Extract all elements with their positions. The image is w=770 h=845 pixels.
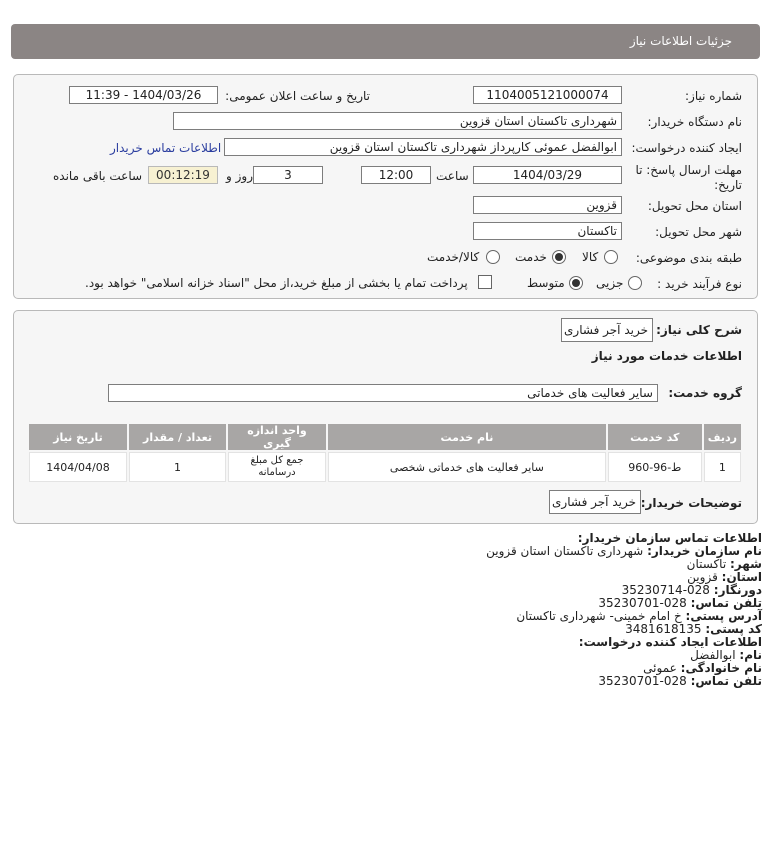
process-radio-minor[interactable] [628, 276, 642, 290]
creator-label: ایجاد کننده درخواست: [631, 141, 742, 155]
contact-title: اطلاعات تماس سازمان خریدار: [577, 531, 762, 545]
contact-org: شهرداری تاکستان استان قزوین [486, 544, 644, 558]
details-panel [13, 74, 758, 299]
remaining-time-field: 00:12:19 [148, 166, 218, 184]
creator-phone: 028-35230701 [598, 674, 687, 688]
contact-province-label: استان: [721, 570, 762, 584]
remaining-label: ساعت باقی مانده [53, 169, 143, 183]
process-radio-medium[interactable] [569, 276, 583, 290]
province-field: قزوین [473, 196, 622, 214]
contact-fax: 028-35230714 [621, 583, 710, 597]
general-desc-label: شرح کلی نیاز: [656, 323, 742, 337]
services-table [27, 422, 743, 484]
days-field: 3 [253, 166, 323, 184]
buyer-notes-label: توضیحات خریدار: [640, 496, 742, 510]
buyer-org-field: شهرداری تاکستان استان قزوین [173, 112, 622, 130]
service-group-field: سایر فعالیت های خدماتی [108, 384, 658, 402]
col-service-code: کد خدمت [608, 424, 702, 450]
contact-section [12, 532, 762, 688]
services-info-title: اطلاعات خدمات مورد نیاز [591, 349, 742, 363]
service-group-label: گروه خدمت: [668, 386, 742, 400]
buyer-notes-field: خرید آجر فشاری [549, 490, 641, 514]
creator-field: ابوالفضل عموئی کارپرداز شهرداری تاکستان استان قزوین [224, 138, 622, 156]
treasury-payment-checkbox[interactable] [478, 275, 492, 289]
payment-note: پرداخت تمام یا بخشی از مبلغ خرید،از محل "اسناد خزانه اسلامی" خواهد بود. [85, 276, 468, 290]
col-quantity: تعداد / مقدار [129, 424, 226, 450]
process-option-medium: متوسط [527, 276, 565, 290]
need-number-label: شماره نیاز: [685, 89, 742, 103]
contact-postal: 3481618135 [625, 622, 702, 636]
contact-province: قزوین [687, 570, 718, 584]
cell-service-name: سایر فعالیت های خدماتی شخصی [328, 452, 606, 482]
contact-fax-label: دورنگار: [713, 583, 762, 597]
col-row-number: ردیف [704, 424, 741, 450]
province-label: استان محل تحویل: [647, 199, 742, 213]
contact-phone-label: تلفن تماس: [690, 596, 762, 610]
category-option-goods: کالا [582, 250, 599, 264]
announce-label: تاریخ و ساعت اعلان عمومی: [225, 89, 370, 103]
creator-name: ابوالفضل [690, 648, 736, 662]
creator-family: عموئی [643, 661, 677, 675]
col-service-name: نام خدمت [328, 424, 606, 450]
summary-panel [13, 310, 758, 524]
page-header [11, 24, 760, 59]
buyer-org-label: نام دستگاه خریدار: [647, 115, 742, 129]
cell-quantity: 1 [129, 452, 226, 482]
days-label: روز و [226, 169, 253, 183]
creator-name-label: نام: [739, 648, 762, 662]
category-radio-service[interactable] [552, 250, 566, 264]
hour-label: ساعت [436, 169, 469, 183]
category-option-goods-service: کالا/خدمت [427, 250, 480, 264]
contact-city: تاکستان [686, 557, 727, 571]
category-label: طبقه بندی موضوعی: [635, 251, 742, 265]
contact-city-label: شهر: [730, 557, 762, 571]
creator-phone-label: تلفن تماس: [690, 674, 762, 688]
contact-address: خ امام خمینی- شهرداری تاکستان [516, 609, 682, 623]
col-unit: واحد اندازه گیری [228, 424, 326, 450]
table-row [29, 452, 741, 482]
creator-family-label: نام خانوادگی: [680, 661, 762, 675]
deadline-time-field: 12:00 [361, 166, 431, 184]
cell-row-number: 1 [704, 452, 741, 482]
contact-address-label: آدرس پستی: [685, 609, 762, 623]
deadline-label-2: تاریخ: [714, 178, 742, 192]
category-radio-goods[interactable] [604, 250, 618, 264]
announce-field: 1404/03/26 - 11:39 [69, 86, 218, 104]
category-option-service: خدمت [515, 250, 547, 264]
page-title: جزئیات اطلاعات نیاز [629, 34, 732, 48]
creator-info-title: اطلاعات ایجاد کننده درخواست: [578, 635, 762, 649]
contact-phone: 028-35230701 [598, 596, 687, 610]
general-desc-field: خرید آجر فشاری [561, 318, 653, 342]
deadline-label-1: مهلت ارسال پاسخ: تا [635, 163, 742, 177]
process-option-minor: جزیی [596, 276, 624, 290]
col-need-date: تاریخ نیاز [29, 424, 127, 450]
contact-postal-label: کد پستی: [705, 622, 762, 636]
category-radio-goods-service[interactable] [486, 250, 500, 264]
contact-org-label: نام سازمان خریدار: [647, 544, 762, 558]
table-header-row [29, 424, 741, 450]
city-field: تاکستان [473, 222, 622, 240]
cell-unit: جمع کل مبلغ درسامانه [228, 452, 326, 482]
deadline-date-field: 1404/03/29 [473, 166, 622, 184]
buyer-contact-link[interactable]: اطلاعات تماس خریدار [110, 141, 222, 155]
process-label: نوع فرآیند خرید : [657, 277, 742, 291]
cell-need-date: 1404/04/08 [29, 452, 127, 482]
need-number-field: 1104005121000074 [473, 86, 622, 104]
city-label: شهر محل تحویل: [655, 225, 742, 239]
cell-service-code: ط-96-960 [608, 452, 702, 482]
